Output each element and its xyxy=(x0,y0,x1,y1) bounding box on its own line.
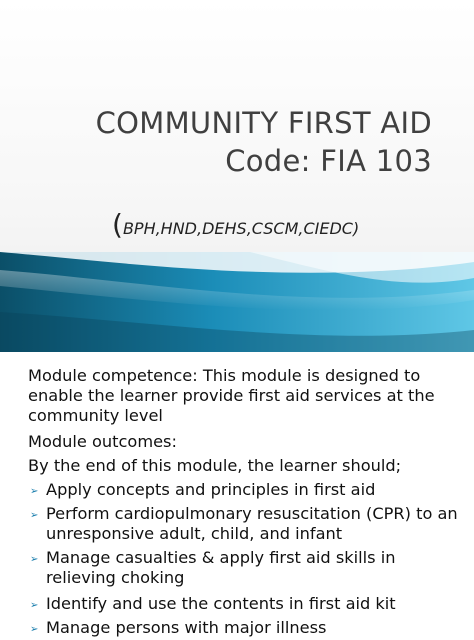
arrow-bullet-icon: ➢ xyxy=(30,624,39,635)
arrow-bullet-icon: ➢ xyxy=(30,600,39,611)
outcome-item: ➢ Identify and use the contents in first aid kit xyxy=(30,594,464,614)
arrow-bullet-icon: ➢ xyxy=(30,510,39,521)
subtitle-paren: ( xyxy=(112,208,123,241)
slide-subtitle xyxy=(112,208,359,241)
title-line-2: Code: FIA 103 xyxy=(225,144,432,178)
outcome-item: ➢ Apply concepts and principles in first aid xyxy=(30,480,464,500)
module-competence-paragraph xyxy=(28,366,456,426)
decorative-wave-band xyxy=(0,252,474,352)
slide-title xyxy=(96,104,432,180)
title-line-1: COMMUNITY FIRST AID xyxy=(95,106,432,140)
competence-text: : This module is designed to enable the learner provide first aid services at the community level xyxy=(28,366,435,425)
content-slide xyxy=(0,352,474,637)
arrow-bullet-icon: ➢ xyxy=(30,554,39,565)
subtitle-codes: BPH,HND,DEHS,CSCM,CIEDC) xyxy=(122,219,360,238)
arrow-bullet-icon: ➢ xyxy=(30,486,39,497)
outcome-item: ➢ Manage casualties & apply first aid skills in relieving choking xyxy=(30,548,396,587)
competence-label: Module competence xyxy=(28,366,193,385)
outcome-item: ➢ Perform cardiopulmonary resuscitation (CPR) to an unresponsive adult, child, and infant xyxy=(30,504,458,543)
outcome-item: ➢ Manage persons with major illness xyxy=(30,618,464,638)
outcomes-intro: By the end of this module, the learner should; xyxy=(28,456,402,475)
outcomes-heading: Module outcomes: xyxy=(28,432,177,451)
